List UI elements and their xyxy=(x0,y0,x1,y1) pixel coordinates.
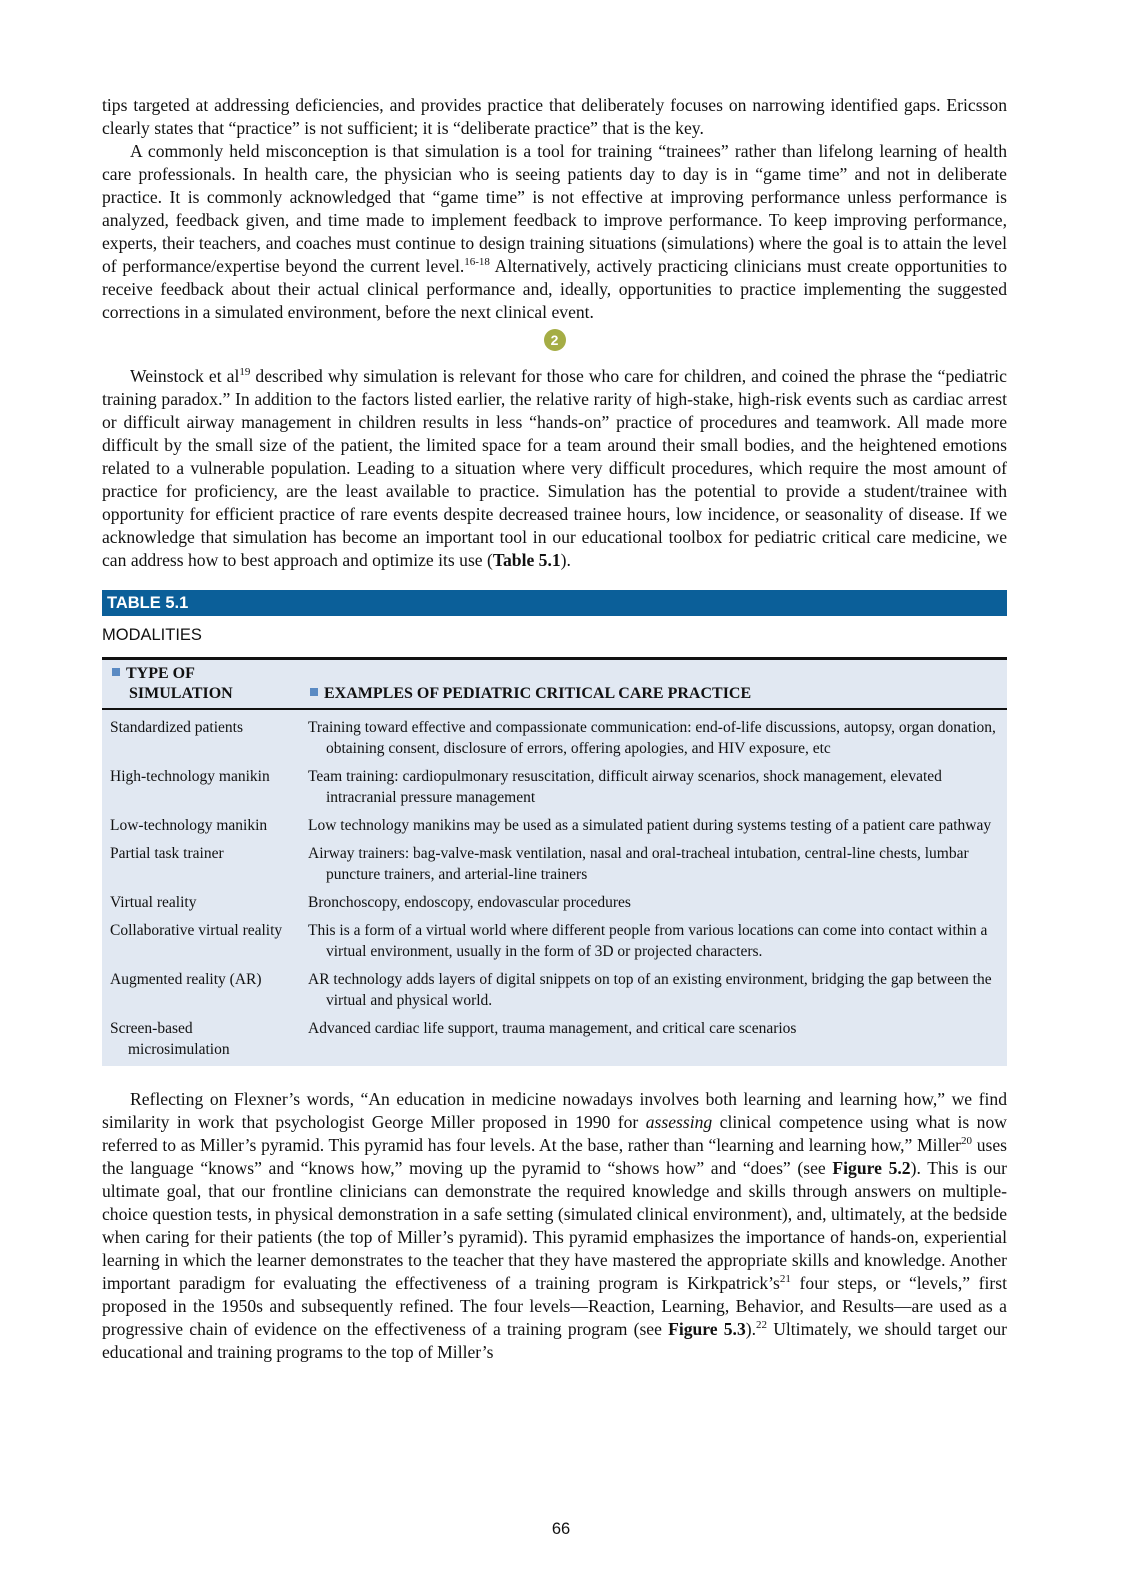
paragraph-deliberate-practice: tips targeted at addressing deficiencies, and provides practice that deliberately focuses on narrowing identified gaps. Ericsson clearly states that “practice” is not sufficient; it is “deliberate practice” that is the key. xyxy=(102,95,1007,138)
table-header-row xyxy=(102,659,1007,710)
modalities-table xyxy=(102,657,1007,1066)
section-marker xyxy=(102,329,1007,351)
paragraph-weinstock: Weinstock et $al^{19}$ described why simulation is relevant for those who care for children, and coined the phrase the “pediatric training paradox.” In addition to the factors listed earlier, the relative rarity of high-stake, high-risk events such as cardiac arrest or difficult airway management in children results in less “hands-on” practice of procedures and teamwork. All made more difficult by the small size of the patient, the limited space for a team around their small bodies, and the heightened emotions related to a vulnerable population. Leading to a situation where very difficult procedures, which require the most amount of practice for proficiency, are the least available to practice. Simulation has the potential to provide a student/trainee with opportunity for efficient practice of rare events despite decreased trainee hours, low incidence, or seasonality of disease. If we acknowledge that simulation has become an important tool in our educational toolbox for pediatric critical care medicine, we can address how to best approach and optimize its use (Table 5.1). xyxy=(102,366,1007,570)
citation: 16-18 xyxy=(464,256,490,269)
citation: 22 xyxy=(756,1319,768,1332)
table-row: Virtual reality Bronchoscopy, endoscopy, endovascular procedures xyxy=(110,894,631,911)
table-row: High-technology manikin Team training: cardiopulmonary resuscitation, difficult airway scenarios, shock management, elevated intracranial pressure management xyxy=(110,768,942,806)
bullet-square-icon xyxy=(310,688,318,696)
paragraph-misconception: A commonly held misconception is that simulation is a tool for training “trainees” rather than lifelong learning of health care professionals. In health care, the physician who is seeing patients day to day is in “game time” and not in deliberate practice. It is commonly acknowledged that “game time” is not effective at improving performance unless performance is analyzed, feedback given, and time made to implement feedback to improve performance. To keep improving performance, experts, their teachers, and coaches must continue to design training situations (simulations) where the goal is to attain the level of performance/expertise beyond the current level.$^{16-18}$ Alternatively, actively practicing clinicians must create opportunities to receive feedback about their actual clinical performance and, ideally, opportunities to practice implementing the suggested corrections in a simulated environment, before the next clinical event. xyxy=(102,141,1007,322)
citation: 20 xyxy=(961,1135,973,1148)
table-reference: Table 5.1 xyxy=(492,550,561,570)
table-row: Low-technology manikin Low technology manikins may be used as a simulated patient during systems testing of a patient care pathway xyxy=(110,817,992,834)
table-row: Collaborative virtual reality This is a form of a virtual world where different people from various locations can come into contact within a virtual environment, usually in the form of 3D or projected characters. xyxy=(110,922,988,960)
column-header-type: TYPE OF SIMULATION xyxy=(102,659,300,710)
table-caption: MODALITIES xyxy=(102,626,202,644)
bullet-square-icon xyxy=(112,668,120,676)
table-title: TABLE 5.1 xyxy=(102,590,1007,616)
table-row: Screen-based microsimulation Advanced cardiac life support, trauma management, and critical care scenarios xyxy=(110,1020,797,1058)
table-row: Partial task trainer Airway trainers: bag-valve-mask ventilation, nasal and oral-tracheal intubation, central-line chests, lumbar puncture trainers, and arterial-line trainers xyxy=(110,845,969,883)
column-header-examples: EXAMPLES OF PEDIATRIC CRITICAL CARE PRACTICE xyxy=(300,659,1007,710)
numbered-badge-icon: 2 xyxy=(544,329,566,351)
figure-reference: Figure 5.3 xyxy=(668,1319,746,1339)
figure-reference: Figure 5.2 xyxy=(832,1158,911,1178)
page-number: 66 xyxy=(551,1520,571,1538)
table-row: Augmented reality (AR) AR technology adds layers of digital snippets on top of an existing environment, bridging the gap between the virtual and physical world. xyxy=(110,971,992,1009)
paragraph-flexner-miller: Reflecting on Flexner’s words, “An education in medicine nowadays involves both learning and learning how,” we find similarity in work that psychologist George Miller proposed in 1990 for assessing clinical competence using what is now referred to as Miller’s pyramid. This pyramid has four levels. At the base, rather than “learning and learning how,” Miller$^{20}$ uses the language “knows” and “knows how,” moving up the pyramid to “shows how” and “does” (see Figure 5.2). This is our ultimate goal, that our frontline clinicians can demonstrate the required knowledge and skills through answers on multiple-choice question tests, in physical demonstration in a safe setting (simulated clinical environment), and, ultimately, at the bedside when caring for their patients (the top of Miller’s pyramid). This pyramid emphasizes the importance of hands-on, experiential learning in which the learner demonstrates to the teacher that they have mastered the appropriate skills and knowledge. Another important paradigm for evaluating the effectiveness of a training program is $Kirkpatrick’s^{21}$ four steps, or “levels,” first proposed in the 1950s and subsequently refined. The four levels—Reaction, Learning, Behavior, and Results—are used as a progressive chain of evidence on the effectiveness of a training program (see Figure 5.3).$^{22}$ Ultimately, we should target our educational and training programs to the top of Miller’s xyxy=(102,1089,1007,1362)
citation: 19 xyxy=(239,366,251,379)
page-content xyxy=(102,94,1007,1364)
table-row: Standardized patients Training toward effective and compassionate communication: end-of-life discussions, autopsy, organ donation, obtaining consent, disclosure of errors, offering apologies, and HIV exposure, etc xyxy=(110,719,996,757)
citation: 21 xyxy=(779,1273,791,1286)
